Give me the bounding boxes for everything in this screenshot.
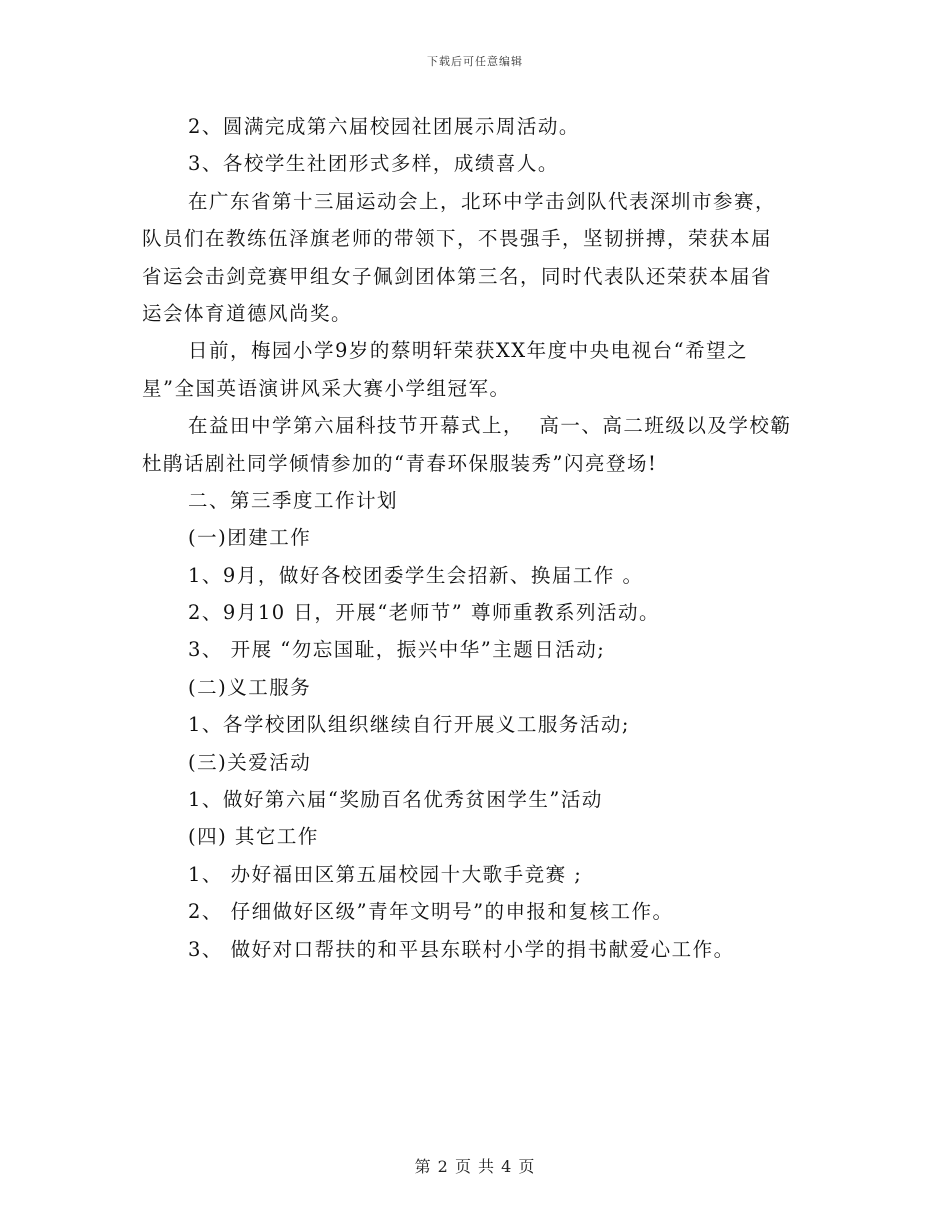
line-text: (一)团建工作 xyxy=(188,526,312,550)
line-text: 在广东省第十三届运动会上，北环中学击剑队代表深圳市参赛， xyxy=(188,189,777,213)
body-line-11 xyxy=(142,482,808,519)
body-line-14 xyxy=(142,594,808,631)
line-text: 运会体育道德风尚奖。 xyxy=(142,301,353,325)
body-line-22 xyxy=(142,893,808,930)
body-line-4 xyxy=(142,220,808,257)
line-text: 杜鹃话剧社同学倾情参加的“青春环保服装秀”闪亮登场! xyxy=(142,451,658,475)
body-line-1 xyxy=(142,108,808,145)
body-line-20 xyxy=(142,818,808,855)
line-text: 1、9月，做好各校团委学生会招新、换届工作 。 xyxy=(188,563,644,587)
page-number-footer: 第 2 页 共 4 页 xyxy=(414,1157,536,1176)
body-line-8 xyxy=(142,370,808,407)
body-line-7 xyxy=(142,332,808,369)
body-line-13 xyxy=(142,557,808,594)
body-line-17 xyxy=(142,706,808,743)
body-line-16 xyxy=(142,669,808,706)
page-header: 下载后可任意编辑 xyxy=(427,55,523,68)
body-line-21 xyxy=(142,856,808,893)
line-text: 二、第三季度工作计划 xyxy=(188,488,399,512)
body-line-2 xyxy=(142,145,808,182)
line-text: 3、 开展 “勿忘国耻，振兴中华”主题日活动; xyxy=(188,638,606,662)
line-text: 2、圆满完成第六届校园社团展示周活动。 xyxy=(188,115,580,138)
body-line-23 xyxy=(142,931,808,968)
line-text: 1、 办好福田区第五届校园十大歌手竞赛 ; xyxy=(188,862,583,886)
line-text: 在益田中学第六届科技节开幕式上， 高一、高二班级以及学校簕 xyxy=(188,414,792,438)
line-text: 队员们在教练伍泽旗老师的带领下，不畏强手，坚韧拼搏，荣获本届 xyxy=(142,227,773,251)
body-line-5 xyxy=(142,258,808,295)
line-text: (三)关爱活动 xyxy=(188,750,312,774)
document-body xyxy=(142,108,808,968)
body-line-3 xyxy=(142,183,808,220)
line-text: 日前，梅园小学9岁的蔡明轩荣获XX年度中央电视台“希望之 xyxy=(188,339,749,363)
line-text: (四) 其它工作 xyxy=(188,825,319,849)
line-text: 1、做好第六届“奖励百名优秀贫困学生”活动 xyxy=(188,788,603,812)
body-line-18 xyxy=(142,744,808,781)
line-text: 2、9月10 日，开展“老师节” 尊师重教系列活动。 xyxy=(188,601,660,625)
line-text: 3、各校学生社团形式多样，成绩喜人。 xyxy=(188,152,559,176)
body-line-9 xyxy=(142,407,808,444)
line-text: 省运会击剑竞赛甲组女子佩剑团体第三名，同时代表队还荣获本届省 xyxy=(142,264,773,288)
line-text: 2、 仔细做好区级”青年文明号”的申报和复核工作。 xyxy=(188,900,674,924)
line-text: (二)义工服务 xyxy=(188,675,312,699)
line-text: 1、各学校团队组织继续自行开展义工服务活动; xyxy=(188,713,630,737)
body-line-10 xyxy=(142,445,808,482)
line-text: 星”全国英语演讲风采大赛小学组冠军。 xyxy=(142,376,511,400)
body-line-6 xyxy=(142,295,808,332)
line-text: 3、 做好对口帮扶的和平县东联村小学的捐书献爱心工作。 xyxy=(188,937,735,961)
body-line-12 xyxy=(142,519,808,556)
body-line-15 xyxy=(142,631,808,668)
body-line-19 xyxy=(142,781,808,818)
